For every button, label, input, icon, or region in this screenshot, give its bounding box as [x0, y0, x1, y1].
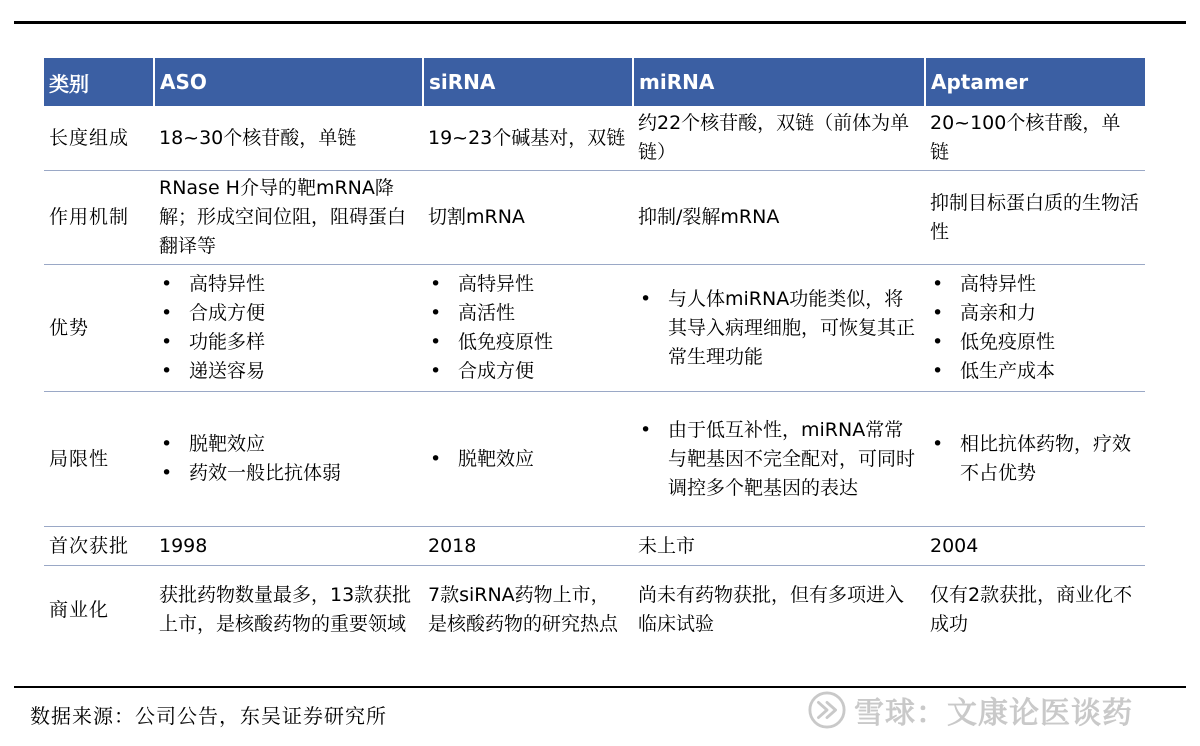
bullet-list: [930, 270, 1139, 386]
list-item: • 药效一般比抗体弱: [159, 459, 417, 488]
list-item: • 高特异性: [930, 270, 1139, 299]
cell-sirna: 切割mRNA: [423, 171, 633, 265]
list-item: • 相比抗体药物，疗效不占优势: [930, 430, 1139, 488]
cell-aptamer: [925, 265, 1145, 392]
row-label: 长度组成: [44, 106, 154, 171]
list-item: • 高活性: [428, 299, 627, 328]
list-item: • 高特异性: [159, 270, 417, 299]
watermark-text: 雪球：文康论医谈药: [854, 696, 1133, 731]
cell-aso: 18~30个核苷酸，单链: [154, 106, 423, 171]
cell-mirna: 约22个核苷酸，双链（前体为单链）: [633, 106, 925, 171]
cell-aptamer: 2004: [925, 527, 1145, 566]
list-item: • 由于低互补性，miRNA常常与靶基因不完全配对，可同时调控多个靶基因的表达: [638, 416, 919, 503]
bullet-list: [638, 416, 919, 503]
list-item: • 脱靶效应: [428, 445, 627, 474]
list-item: • 低生产成本: [930, 357, 1139, 386]
table-row-commercialization: [44, 566, 1145, 655]
table-row-length: [44, 106, 1145, 171]
bullet-list: [428, 270, 627, 386]
list-item: • 高亲和力: [930, 299, 1139, 328]
list-item: • 递送容易: [159, 357, 417, 386]
row-label: 局限性: [44, 392, 154, 527]
row-label: 商业化: [49, 598, 110, 621]
bullet-list: [159, 430, 417, 488]
cell-sirna: 19~23个碱基对，双链: [423, 106, 633, 171]
list-item: • 脱靶效应: [159, 430, 417, 459]
cell-aptamer: [925, 392, 1145, 527]
table-row-first-approval: [44, 527, 1145, 566]
bullet-list: [638, 285, 919, 372]
watermark: [808, 688, 1133, 732]
cell-aso: 获批药物数量最多，13款获批上市，是核酸药物的重要领域: [159, 584, 412, 635]
cell-aso: [154, 392, 423, 527]
cell-mirna: 尚未有药物获批，但有多项进入临床试验: [638, 584, 905, 635]
cell-aso: RNase H介导的靶mRNA降解；形成空间位阻，阻碍蛋白翻译等: [154, 171, 423, 265]
list-item: • 低免疫原性: [930, 328, 1139, 357]
bullet-list: [159, 270, 417, 386]
cell-mirna: 抑制/裂解mRNA: [633, 171, 925, 265]
list-item: • 合成方便: [428, 357, 627, 386]
bullet-list: [930, 430, 1139, 488]
cell-aptamer: 仅有2款获批，商业化不成功: [930, 584, 1133, 635]
cell-mirna: 未上市: [633, 527, 925, 566]
header-mirna: miRNA: [633, 58, 925, 106]
table-row-mechanism: [44, 171, 1145, 265]
header-aso: ASO: [154, 58, 423, 106]
list-item: • 合成方便: [159, 299, 417, 328]
cell-mirna: [633, 392, 925, 527]
header-aptamer: Aptamer: [925, 58, 1145, 106]
list-item: • 功能多样: [159, 328, 417, 357]
comparison-table: [44, 58, 1145, 654]
cell-sirna: [423, 392, 633, 527]
table-row-advantages: [44, 265, 1145, 392]
header-category: 类别: [44, 58, 154, 106]
cell-sirna: [423, 265, 633, 392]
cell-aso: 1998: [154, 527, 423, 566]
list-item: • 与人体miRNA功能类似，将其导入病理细胞，可恢复其正常生理功能: [638, 285, 919, 372]
top-rule: [14, 21, 1186, 24]
row-label: 首次获批: [44, 527, 154, 566]
cell-sirna: 2018: [423, 527, 633, 566]
cell-aptamer: 20~100个核苷酸，单链: [925, 106, 1145, 171]
row-label: 作用机制: [44, 171, 154, 265]
cell-aptamer: 抑制目标蛋白质的生物活性: [925, 171, 1145, 265]
list-item: • 高特异性: [428, 270, 627, 299]
source-note: 数据来源：公司公告，东吴证券研究所: [30, 704, 387, 728]
xueqiu-logo-icon: [808, 691, 846, 729]
cell-sirna: 7款siRNA药物上市，是核酸药物的研究热点: [428, 584, 619, 635]
cell-aso: [154, 265, 423, 392]
row-label: 优势: [44, 265, 154, 392]
cell-mirna: [633, 265, 925, 392]
header-sirna: siRNA: [423, 58, 633, 106]
list-item: • 低免疫原性: [428, 328, 627, 357]
table-row-limitations: [44, 392, 1145, 527]
table-header-row: [44, 58, 1145, 106]
bullet-list: [428, 445, 627, 474]
